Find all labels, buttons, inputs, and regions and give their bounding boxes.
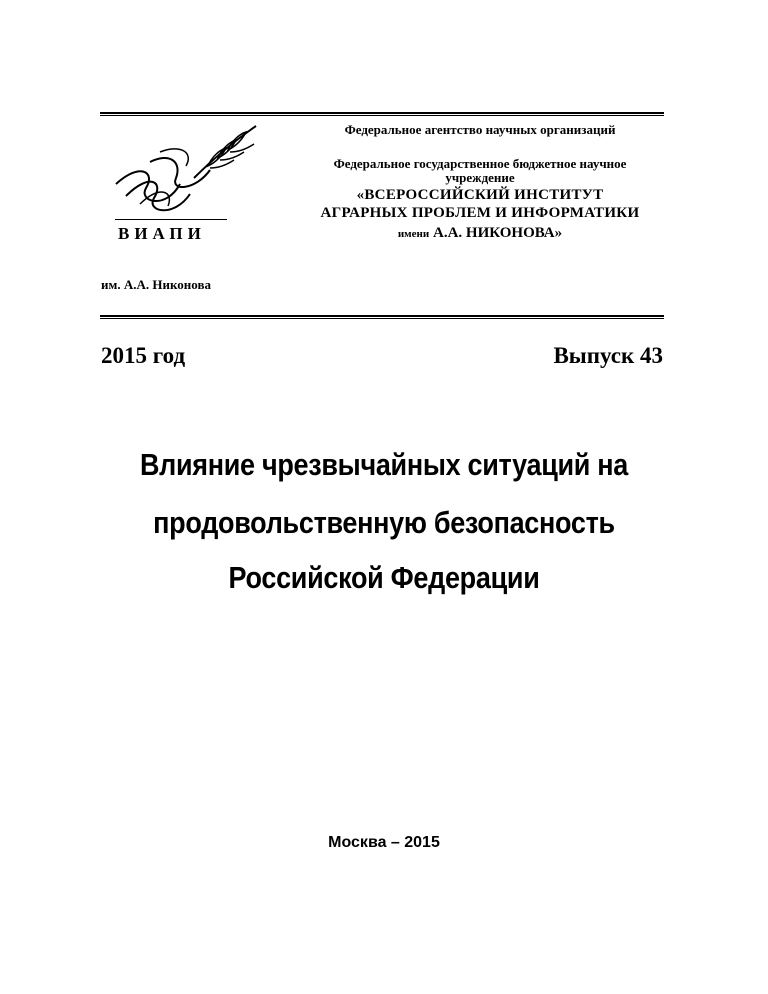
institute-name-prefix: имени <box>397 228 430 240</box>
institute-name-line2: АГРАРНЫХ ПРОБЛЕМ И ИНФОРМАТИКИ <box>320 205 640 221</box>
institution-type-line2: учреждение <box>445 170 515 185</box>
title-line-3: Российской Федерации <box>228 561 540 595</box>
place-and-year: Москва – 2015 <box>328 834 440 851</box>
middle-double-rule <box>100 315 664 319</box>
top-double-rule <box>100 112 664 116</box>
year-label: 2015 год <box>101 343 186 368</box>
logo-text: ВИАПИ <box>118 224 206 243</box>
institute-name-line1: «ВСЕРОССИЙСКИЙ ИНСТИТУТ <box>356 187 604 203</box>
institution-type-line1: Федеральное государственное бюджетное научное <box>333 156 627 171</box>
wheat-ear-icon <box>110 122 260 222</box>
title-line-1: Влияние чрезвычайных ситуаций на <box>139 448 629 482</box>
institute-name-person: А.А. НИКОНОВА» <box>432 225 563 241</box>
institute-name-line3 <box>280 225 680 242</box>
logo-subtitle: им. А.А. Никонова <box>101 277 211 292</box>
agency-name: Федеральное агентство научных организаций <box>344 122 616 137</box>
issue-label: Выпуск 43 <box>553 343 663 368</box>
title-line-2: продовольственную безопасность <box>153 506 615 540</box>
logo-underline <box>115 219 227 220</box>
institute-logo <box>110 122 260 247</box>
